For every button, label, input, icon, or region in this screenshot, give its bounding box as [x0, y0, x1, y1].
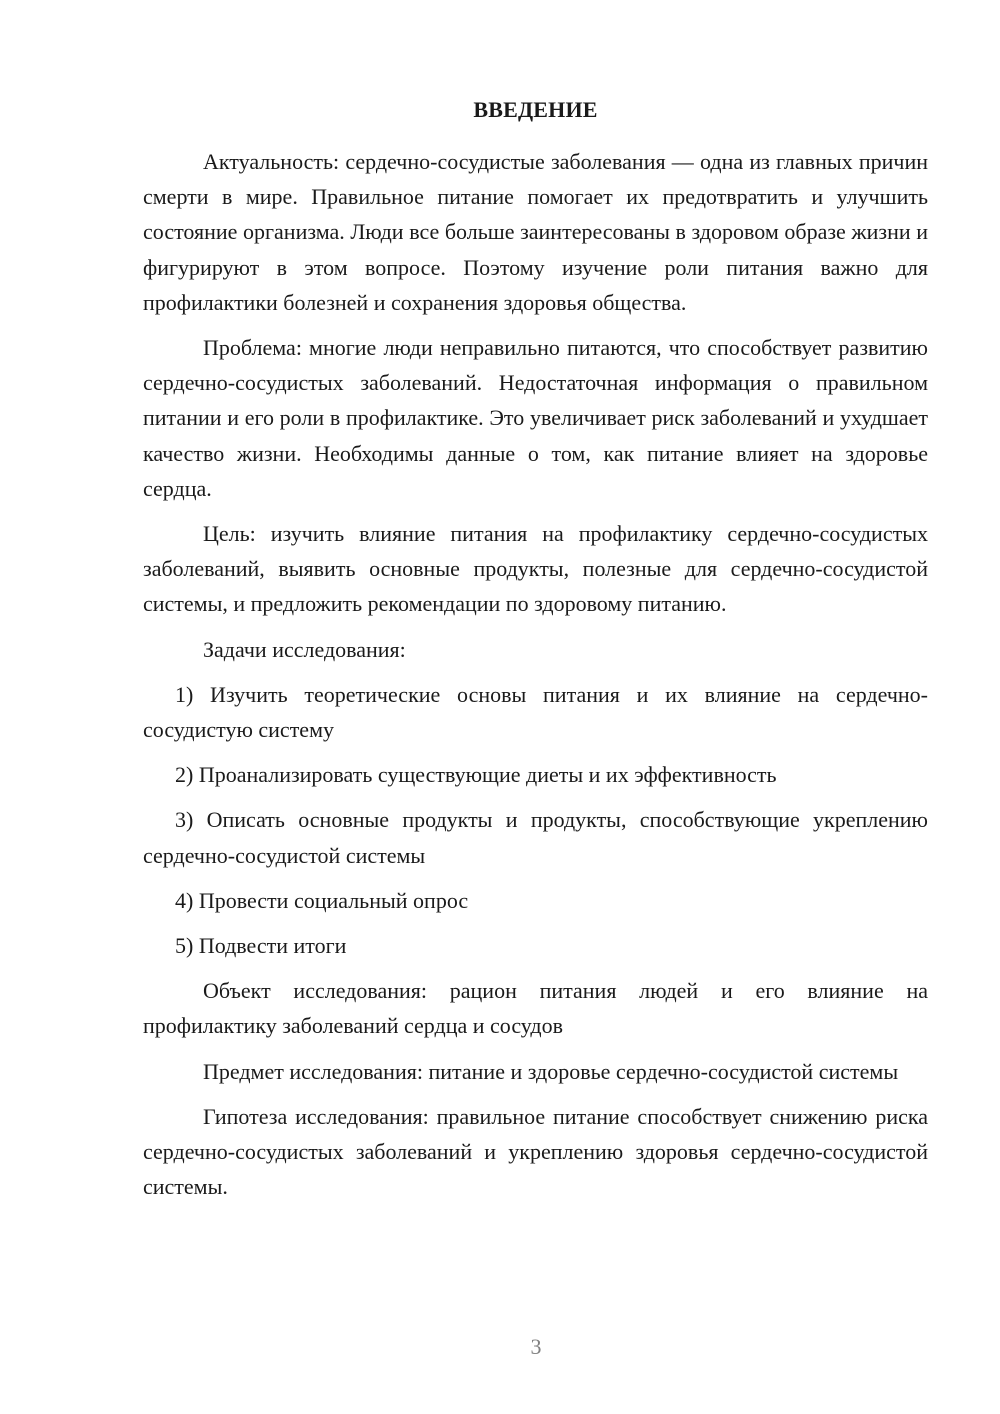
- list-item: 5) Подвести итоги: [175, 933, 347, 959]
- paragraph-subject: Предмет исследования: питание и здоровье сердечно-сосудистой системы: [203, 1058, 899, 1084]
- paragraph-hypothesis: Гипотеза исследования: правильное питание способствует снижению риска сердечно-сосудистых заболеваний и укреплению здоровья сердечно-сосудистой системы.: [143, 1103, 928, 1200]
- paragraph-relevance: Актуальность: сердечно-сосудистые заболевания — одна из главных причин смерти в мире. Правильное питание помогает их предотвратить и улучшить состояние организма. Люди все больше заинтересованы в здоровом образе жизни и фигурируют в этом вопросе. Поэтому изучение роли питания важно для профилактики болезней и сохранения здоровья общества.: [143, 149, 928, 315]
- page-number: 3: [530, 1334, 542, 1359]
- paragraph-object: Объект исследования: рацион питания людей и его влияние на профилактику заболеваний сердца и сосудов: [143, 978, 928, 1039]
- list-item: 2) Проанализировать существующие диеты и их эффективность: [175, 762, 777, 788]
- list-item: 1) Изучить теоретические основы питания и их влияние на сердечно-сосудистую систему: [143, 681, 928, 743]
- paragraph-tasks-heading: Задачи исследования:: [203, 636, 406, 662]
- section-title: ВВЕДЕНИЕ: [473, 97, 598, 122]
- list-item: 3) Описать основные продукты и продукты, способствующие укреплению сердечно-сосудистой системы: [143, 807, 928, 868]
- list-item: 4) Провести социальный опрос: [175, 887, 469, 913]
- document-page: [143, 96, 928, 1214]
- paragraph-problem: Проблема: многие люди неправильно питаются, что способствует развитию сердечно-сосудистых заболеваний. Недостаточная информация о правильном питании и его роли в профилактике. Это увеличивает риск заболеваний и ухудшает качество жизни. Необходимы данные о том, как питание влияет на здоровье сердца.: [143, 335, 928, 501]
- paragraph-goal: Цель: изучить влияние питания на профилактику сердечно-сосудистых заболеваний, выявить основные продукты, полезные для сердечно-сосудистой системы, и предложить рекомендации по здоровому питанию.: [143, 521, 928, 617]
